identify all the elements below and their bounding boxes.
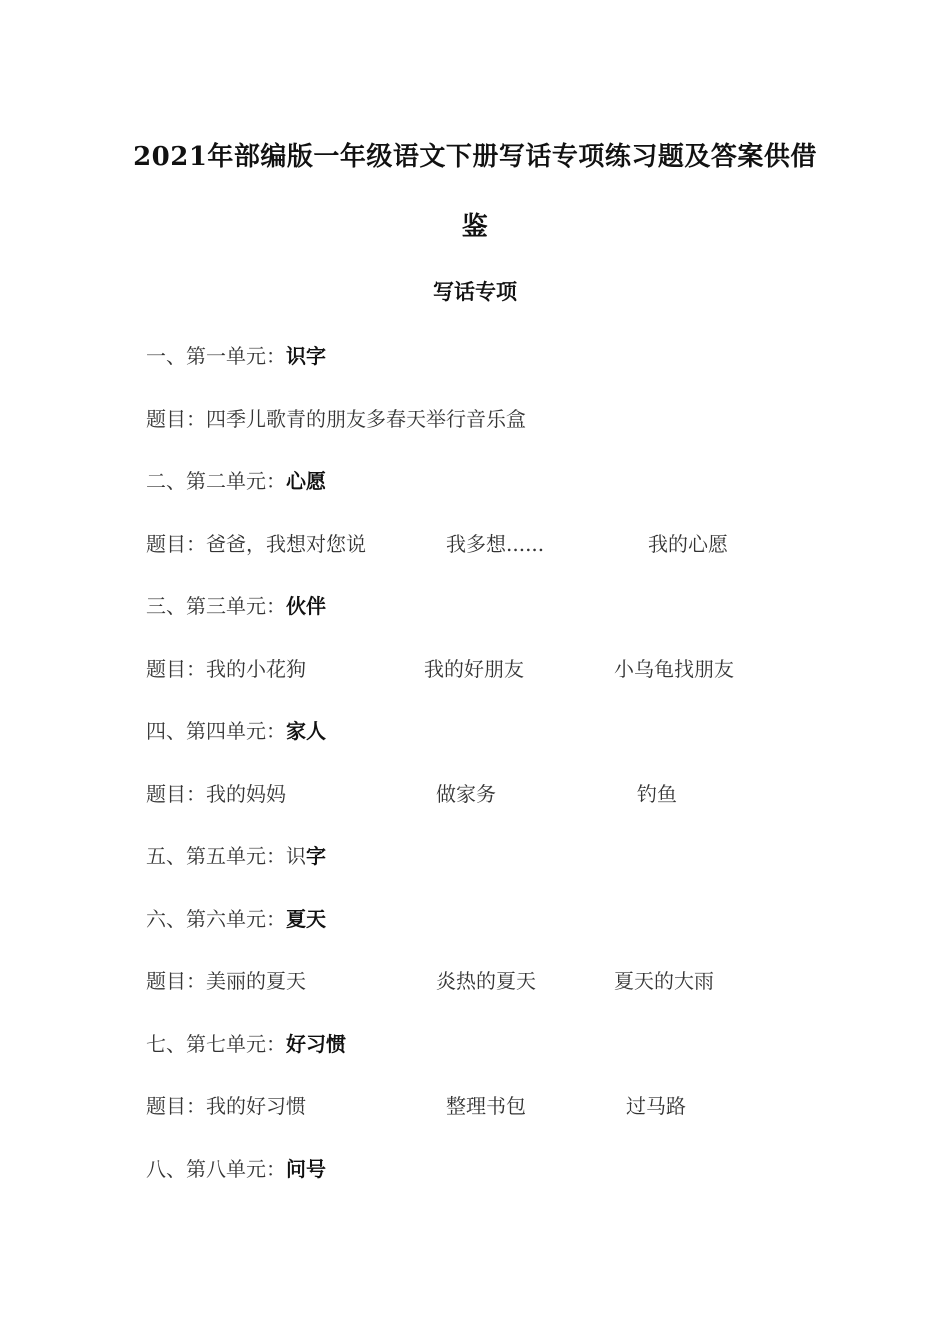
topic-item: 夏天的大雨 bbox=[614, 969, 714, 993]
unit-heading-6 bbox=[146, 903, 326, 932]
topic-row-2 bbox=[146, 528, 826, 558]
unit-name-part: 字 bbox=[306, 844, 326, 868]
topic-item: 我的妈妈 bbox=[206, 782, 286, 806]
unit-prefix: 四、第四单元： bbox=[146, 719, 286, 743]
topic-item: 做家务 bbox=[436, 782, 496, 806]
topic-row-1 bbox=[146, 403, 526, 432]
topic-label: 题目： bbox=[146, 782, 206, 806]
topic-row-6 bbox=[146, 965, 826, 995]
topic-item: 美丽的夏天 bbox=[206, 969, 306, 993]
unit-prefix: 六、第六单元： bbox=[146, 907, 286, 931]
unit-prefix: 八、第八单元： bbox=[146, 1157, 286, 1181]
topic-item: 我的好朋友 bbox=[424, 657, 524, 681]
topic-item: 我的好习惯 bbox=[206, 1094, 306, 1118]
unit-prefix: 三、第三单元： bbox=[146, 594, 286, 618]
topic-item: 四季儿歌青的朋友多春天举行音乐盒 bbox=[206, 407, 526, 431]
topic-item: 我的心愿 bbox=[648, 532, 728, 556]
topic-item: 我多想...... bbox=[446, 532, 545, 556]
document-title-line-2: 鉴 bbox=[461, 212, 489, 242]
topic-row-7 bbox=[146, 1090, 826, 1120]
topic-row-3 bbox=[146, 653, 826, 683]
topic-item: 爸爸，我想对您说 bbox=[206, 532, 366, 556]
unit-heading-5 bbox=[146, 840, 326, 869]
topic-item: 整理书包 bbox=[446, 1094, 526, 1118]
unit-prefix: 二、第二单元： bbox=[146, 469, 286, 493]
unit-prefix: 一、第一单元： bbox=[146, 344, 286, 368]
unit-heading-7 bbox=[146, 1028, 346, 1057]
topic-label: 题目： bbox=[146, 969, 206, 993]
unit-prefix: 七、第七单元： bbox=[146, 1032, 286, 1056]
unit-heading-1 bbox=[146, 340, 326, 369]
unit-heading-8 bbox=[146, 1153, 326, 1182]
topic-item: 过马路 bbox=[626, 1094, 686, 1118]
document-title-line-1: 2021年部编版一年级语文下册写话专项练习题及答案供借 bbox=[133, 142, 817, 172]
section-heading: 写话专项 bbox=[433, 279, 517, 304]
unit-name-part: 识 bbox=[286, 844, 306, 868]
unit-name: 夏天 bbox=[286, 907, 326, 931]
unit-name: 识字 bbox=[286, 344, 326, 368]
unit-name: 好习惯 bbox=[286, 1032, 346, 1056]
topic-item: 钓鱼 bbox=[637, 782, 677, 806]
unit-name: 伙伴 bbox=[286, 594, 326, 618]
topic-label: 题目： bbox=[146, 657, 206, 681]
topic-label: 题目： bbox=[146, 407, 206, 431]
topic-label: 题目： bbox=[146, 1094, 206, 1118]
unit-name: 心愿 bbox=[286, 469, 326, 493]
unit-heading-4 bbox=[146, 715, 326, 744]
topic-item: 炎热的夏天 bbox=[436, 969, 536, 993]
unit-heading-3 bbox=[146, 590, 326, 619]
unit-prefix: 五、第五单元： bbox=[146, 844, 286, 868]
unit-name: 家人 bbox=[286, 719, 326, 743]
unit-name: 问号 bbox=[286, 1157, 326, 1181]
topic-row-4 bbox=[146, 778, 826, 808]
unit-heading-2 bbox=[146, 465, 326, 494]
topic-item: 我的小花狗 bbox=[206, 657, 306, 681]
topic-item: 小乌龟找朋友 bbox=[614, 657, 734, 681]
topic-label: 题目： bbox=[146, 532, 206, 556]
